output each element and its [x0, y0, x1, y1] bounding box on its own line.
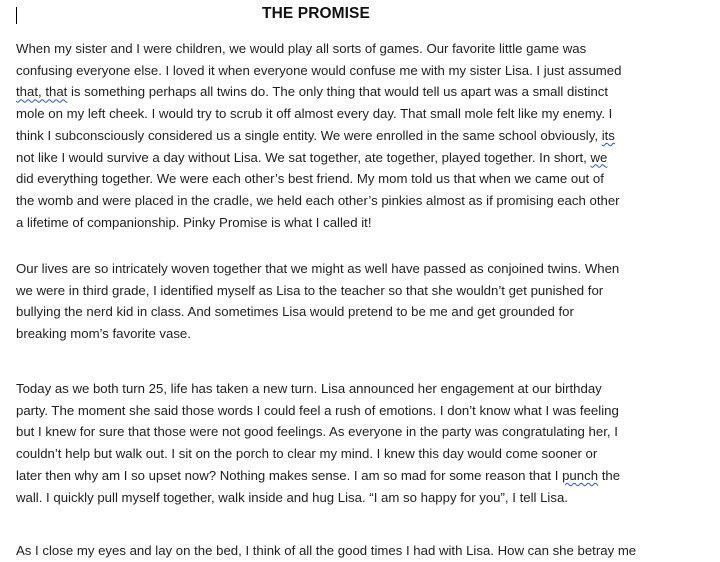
- text-line: think I subconsciously considered us a single entity. We were enrolled in the same school obviously, its: [16, 127, 615, 143]
- paragraph-4: [16, 540, 716, 562]
- text-line: mole on my left cheek. I would try to scrub it off almost every day. That small mole felt like my enemy. I: [16, 106, 613, 122]
- text-line: we were in third grade, I identified myself as Lisa to the teacher so that she wouldn’t get punished for: [16, 282, 604, 298]
- paragraph-1: [16, 38, 716, 233]
- text-line: but I knew for sure that those were not good feelings. As everyone in the party was congratulating her, I: [16, 424, 618, 440]
- text-line: wall. I quickly pull myself together, walk inside and hug Lisa. “I am so happy for you”, I tell Lisa.: [16, 489, 568, 505]
- text-line: did everything together. We were each other’s best friend. My mom told us that when we came out of: [16, 171, 604, 187]
- proofing-flagged-word[interactable]: its: [601, 127, 615, 143]
- document-title: THE PROMISE: [262, 5, 370, 22]
- text-line: party. The moment she said those words I could feel a rush of emotions. I don’t know what I was feeling: [16, 402, 619, 418]
- proofing-flagged-word[interactable]: that, that: [16, 84, 68, 100]
- text-line: not like I would survive a day without Lisa. We sat together, ate together, played together. In short, we: [16, 149, 608, 165]
- text-line: the womb and were placed in the cradle, we held each other’s pinkies almost as if promising each other: [16, 192, 620, 208]
- text-line: Our lives are so intricately woven together that we might as well have passed as conjoined twins. When: [16, 261, 620, 276]
- paragraph-3: [16, 378, 716, 508]
- text-line: confusing everyone else. I loved it when everyone would confuse me with my sister Lisa. I just assumed: [16, 62, 622, 78]
- proofing-flagged-word[interactable]: we: [590, 149, 608, 165]
- text-line: later then why am I so upset now? Nothing makes sense. I am so mad for some reason that I punch the: [16, 467, 621, 483]
- text-line: a lifetime of companionship. Pinky Promise is what I called it!: [16, 214, 372, 230]
- text-line: couldn’t help but walk out. I sit on the porch to clear my mind. I knew this day would come sooner or: [16, 446, 598, 462]
- text-line: breaking mom’s favorite vase.: [16, 326, 191, 342]
- text-line: Today as we both turn 25, life has taken a new turn. Lisa announced her engagement at our birthday: [16, 381, 602, 396]
- text-line: bullying the nerd kid in class. And sometimes Lisa would pretend to be me and get grounded for: [16, 304, 574, 320]
- text-line: that, that is something perhaps all twins do. The only thing that would tell us apart was a small distinct: [16, 84, 609, 100]
- paragraph-2: [16, 258, 716, 345]
- text-line: As I close my eyes and lay on the bed, I think of all the good times I had with Lisa. How can she betray me: [16, 543, 637, 558]
- text-line: When my sister and I were children, we would play all sorts of games. Our favorite little game was: [16, 41, 587, 56]
- proofing-flagged-word[interactable]: punch: [562, 467, 599, 483]
